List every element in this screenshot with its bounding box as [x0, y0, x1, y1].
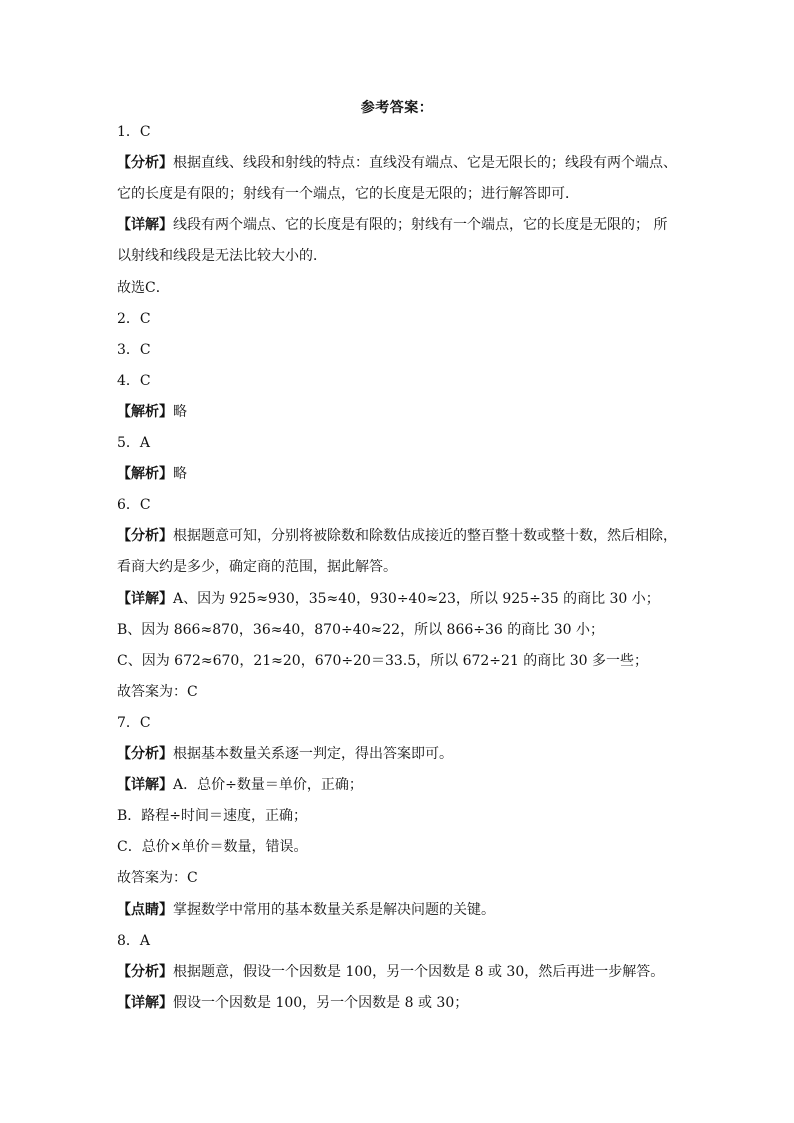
section-tag: 【解析】: [117, 466, 173, 483]
answer-line: [117, 526, 687, 546]
line-text: 略: [173, 403, 187, 420]
answer-line: [117, 900, 687, 920]
answer-line: [117, 402, 687, 422]
section-tag: 【分析】: [117, 155, 173, 172]
answer-line: [117, 215, 687, 235]
line-text: 看商大约是多少，确定商的范围，据此解答。: [117, 559, 397, 576]
answer-line: [117, 153, 687, 173]
answer-line: [117, 278, 687, 298]
answer-line: [117, 620, 687, 640]
answer-line: [117, 122, 687, 142]
answer-line: [117, 775, 687, 795]
section-tag: 【分析】: [117, 746, 173, 762]
section-tag: 【解析】: [117, 403, 173, 420]
answer-line: [117, 744, 687, 764]
line-text: A．总价÷数量＝单价，正确；: [173, 777, 363, 794]
line-text: 它的长度是有限的；射线有一个端点，它的长度是无限的；进行解答即可．: [117, 186, 579, 203]
line-text: C、因为 672≈670，21≈20，670÷20＝33.5，所以 672÷21 的商比 30 多一些；: [117, 652, 649, 669]
answer-line: [117, 433, 687, 453]
section-tag: 【详解】: [117, 590, 173, 607]
answer-line: [117, 340, 687, 360]
line-text: 假设一个因数是 100，另一个因数是 8 或 30；: [173, 994, 469, 1011]
answer-line: [117, 651, 687, 671]
answer-line: [117, 931, 687, 951]
line-text: 故选C．: [117, 279, 170, 296]
line-text: 故答案为：C: [117, 870, 198, 887]
line-text: 根据题意可知，分别将被除数和除数估成接近的整百整十数或整十数，然后相除，: [173, 528, 677, 545]
line-text: 7．C: [117, 714, 151, 731]
line-text: 8．A: [117, 932, 151, 949]
answer-line: [117, 246, 687, 266]
answer-line: [117, 682, 687, 702]
answer-line: [117, 309, 687, 329]
line-text: 故答案为：C: [117, 683, 198, 700]
answer-line: [117, 371, 687, 391]
answer-line: [117, 713, 687, 733]
section-tag: 【分析】: [117, 528, 173, 545]
answer-line: [117, 464, 687, 484]
answer-line: [117, 557, 687, 577]
answer-line: [117, 868, 687, 888]
answer-line: [117, 495, 687, 515]
line-text: 6．C: [117, 497, 151, 514]
line-text: A、因为 925≈930，35≈40，930÷40≈23，所以 925÷35 的商比 30 小；: [173, 590, 660, 607]
answer-line: [117, 184, 687, 204]
answer-line: [117, 589, 687, 609]
line-text: 4．C: [117, 372, 151, 389]
answer-line: [117, 993, 687, 1013]
line-text: 3．C: [117, 341, 151, 358]
section-tag: 【分析】: [117, 963, 173, 980]
line-text: B、因为 866≈870，36≈40，870÷40≈22，所以 866÷36 的商比 30 小；: [117, 621, 604, 638]
line-text: 1．C: [117, 124, 151, 140]
page-title: 参考答案：: [360, 100, 434, 116]
line-text: 根据基本数量关系逐一判定，得出答案即可。: [173, 746, 453, 762]
line-text: 根据直线、线段和射线的特点：直线没有端点、它是无限长的；线段有两个端点、: [173, 155, 677, 172]
answer-line: [117, 837, 687, 857]
line-text: B．路程÷时间＝速度，正确；: [117, 808, 308, 825]
line-text: 以射线和线段是无法比较大小的．: [117, 248, 327, 265]
section-tag: 【详解】: [117, 994, 173, 1011]
line-text: 掌握数学中常用的基本数量关系是解决问题的关键。: [173, 901, 495, 918]
section-tag: 【点睛】: [117, 901, 173, 918]
line-text: 2．C: [117, 310, 151, 327]
line-text: 根据题意，假设一个因数是 100，另一个因数是 8 或 30，然后再进一步解答。: [173, 963, 665, 980]
line-text: 略: [173, 466, 187, 483]
line-text: C．总价×单价＝数量，错误。: [117, 839, 308, 856]
section-tag: 【详解】: [117, 777, 173, 794]
answer-line: [117, 962, 687, 982]
answer-line: [117, 806, 687, 826]
section-tag: 【详解】: [117, 217, 173, 234]
line-text: 5．A: [117, 435, 151, 451]
line-text: 线段有两个端点、它的长度是有限的；射线有一个端点，它的长度是无限的； 所: [173, 217, 668, 234]
